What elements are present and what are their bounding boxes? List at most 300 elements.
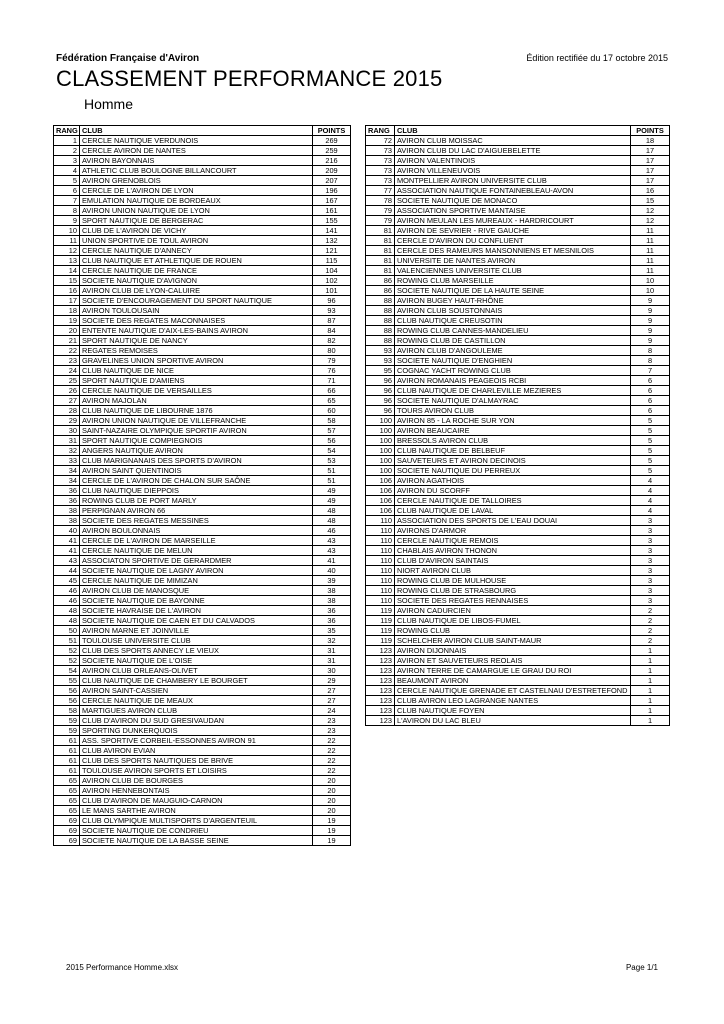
rank-header: RANG xyxy=(366,126,395,136)
club-cell: SPORTING DUNKERQUOIS xyxy=(80,726,313,736)
table-row xyxy=(366,296,670,306)
table-row xyxy=(54,256,351,266)
points-cell: 269 xyxy=(313,136,351,146)
club-cell: ROWING CLUB xyxy=(395,626,631,636)
points-cell: 24 xyxy=(313,706,351,716)
points-cell: 51 xyxy=(313,466,351,476)
table-row xyxy=(366,696,670,706)
club-cell: AVIRON TERRE DE CAMARGUE LE GRAU DU ROI xyxy=(395,666,631,676)
table-row xyxy=(366,466,670,476)
table-row xyxy=(366,486,670,496)
table-row xyxy=(366,646,670,656)
points-cell: 49 xyxy=(313,496,351,506)
rank-cell: 18 xyxy=(54,306,80,316)
points-cell: 80 xyxy=(313,346,351,356)
rank-cell: 86 xyxy=(366,276,395,286)
club-cell: SOCIETE DES REGATES MACONNAISES xyxy=(80,316,313,326)
club-cell: CLUB AVIRON EVIAN xyxy=(80,746,313,756)
club-cell: ENTENTE NAUTIQUE D'AIX-LES-BAINS AVIRON xyxy=(80,326,313,336)
table-row xyxy=(54,786,351,796)
rank-cell: 51 xyxy=(54,636,80,646)
table-row xyxy=(54,336,351,346)
table-row xyxy=(54,556,351,566)
club-cell: AVIRON BAYONNAIS xyxy=(80,156,313,166)
club-cell: ASSOCIATION SPORTIVE MANTAISE xyxy=(395,206,631,216)
rank-cell: 73 xyxy=(366,176,395,186)
club-cell: TOURS AVIRON CLUB xyxy=(395,406,631,416)
club-cell: ROWING CLUB DE CASTILLON xyxy=(395,336,631,346)
table-row xyxy=(366,436,670,446)
table-row xyxy=(366,136,670,146)
points-cell: 12 xyxy=(631,206,670,216)
table-row xyxy=(366,596,670,606)
points-cell: 19 xyxy=(313,816,351,826)
club-cell: CLUB MARIGNANAIS DES SPORTS D'AVIRON xyxy=(80,456,313,466)
club-cell: ANGERS NAUTIQUE AVIRON xyxy=(80,446,313,456)
table-row xyxy=(54,676,351,686)
rank-cell: 5 xyxy=(54,176,80,186)
club-cell: SOCIETE NAUTIQUE DE BAYONNE xyxy=(80,596,313,606)
rank-cell: 106 xyxy=(366,496,395,506)
rank-cell: 96 xyxy=(366,396,395,406)
club-cell: AVIRON VALENTINOIS xyxy=(395,156,631,166)
rank-cell: 93 xyxy=(366,356,395,366)
club-cell: ROWING CLUB DE PORT MARLY xyxy=(80,496,313,506)
points-cell: 36 xyxy=(313,616,351,626)
club-cell: CERCLE NAUTIQUE DE MELUN xyxy=(80,546,313,556)
rank-cell: 27 xyxy=(54,396,80,406)
rank-cell: 9 xyxy=(54,216,80,226)
footer-filename: 2015 Performance Homme.xlsx xyxy=(66,963,179,972)
rank-cell: 88 xyxy=(366,326,395,336)
table-row xyxy=(54,296,351,306)
table-row xyxy=(54,776,351,786)
club-cell: SOCIETE NAUTIQUE DE CONDRIEU xyxy=(80,826,313,836)
rank-cell: 43 xyxy=(54,556,80,566)
table-row xyxy=(54,666,351,676)
club-cell: SOCIETE NAUTIQUE D'AVIGNON xyxy=(80,276,313,286)
table-row xyxy=(366,396,670,406)
points-cell: 3 xyxy=(631,586,670,596)
table-row xyxy=(54,446,351,456)
club-cell: CERCLE DE L'AVIRON DE CHALON SUR SAÔNE xyxy=(80,476,313,486)
rank-cell: 14 xyxy=(54,266,80,276)
rank-cell: 123 xyxy=(366,666,395,676)
rank-cell: 61 xyxy=(54,746,80,756)
points-cell: 22 xyxy=(313,746,351,756)
points-cell: 48 xyxy=(313,506,351,516)
club-cell: AVIRON CLUB D'ANGOULEME xyxy=(395,346,631,356)
rank-cell: 72 xyxy=(366,136,395,146)
table-row xyxy=(366,156,670,166)
club-cell: UNION SPORTIVE DE TOUL AVIRON xyxy=(80,236,313,246)
points-header: POINTS xyxy=(313,126,351,136)
table-row xyxy=(54,636,351,646)
club-cell: AVIRON BEAUCAIRE xyxy=(395,426,631,436)
rank-cell: 56 xyxy=(54,686,80,696)
club-cell: CLUB NAUTIQUE DE LIBOS-FUMEL xyxy=(395,616,631,626)
club-cell: L'AVIRON DU LAC BLEU xyxy=(395,716,631,726)
rank-cell: 100 xyxy=(366,426,395,436)
table-row xyxy=(54,456,351,466)
club-cell: SAUVETEURS ET AVIRON DECINOIS xyxy=(395,456,631,466)
rank-cell: 110 xyxy=(366,526,395,536)
points-cell: 1 xyxy=(631,696,670,706)
points-cell: 17 xyxy=(631,156,670,166)
table-row xyxy=(54,706,351,716)
points-cell: 132 xyxy=(313,236,351,246)
club-header: CLUB xyxy=(80,126,313,136)
rank-cell: 81 xyxy=(366,236,395,246)
table-row xyxy=(54,406,351,416)
points-cell: 1 xyxy=(631,666,670,676)
rank-cell: 95 xyxy=(366,366,395,376)
points-cell: 3 xyxy=(631,536,670,546)
table-row xyxy=(54,696,351,706)
club-cell: AVIRON VILLENEUVOIS xyxy=(395,166,631,176)
rank-cell: 46 xyxy=(54,586,80,596)
rank-cell: 22 xyxy=(54,346,80,356)
rank-cell: 30 xyxy=(54,426,80,436)
table-row xyxy=(54,316,351,326)
table-row xyxy=(54,646,351,656)
table-row xyxy=(54,826,351,836)
table-row xyxy=(54,486,351,496)
rank-cell: 110 xyxy=(366,576,395,586)
points-cell: 5 xyxy=(631,456,670,466)
table-row xyxy=(54,716,351,726)
points-cell: 3 xyxy=(631,526,670,536)
points-cell: 82 xyxy=(313,336,351,346)
points-cell: 56 xyxy=(313,436,351,446)
table-row xyxy=(54,516,351,526)
points-cell: 104 xyxy=(313,266,351,276)
rank-cell: 45 xyxy=(54,576,80,586)
points-cell: 43 xyxy=(313,546,351,556)
club-header: CLUB xyxy=(395,126,631,136)
points-cell: 40 xyxy=(313,566,351,576)
points-cell: 11 xyxy=(631,226,670,236)
table-row xyxy=(366,256,670,266)
rank-cell: 110 xyxy=(366,596,395,606)
club-cell: SOCIETE NAUTIQUE DE L'OISE xyxy=(80,656,313,666)
points-cell: 155 xyxy=(313,216,351,226)
points-cell: 216 xyxy=(313,156,351,166)
points-cell: 5 xyxy=(631,416,670,426)
club-cell: CLUB D'AVIRON SAINTAIS xyxy=(395,556,631,566)
rank-cell: 2 xyxy=(54,146,80,156)
rank-cell: 4 xyxy=(54,166,80,176)
points-cell: 3 xyxy=(631,546,670,556)
points-cell: 3 xyxy=(631,516,670,526)
points-cell: 76 xyxy=(313,366,351,376)
rank-cell: 56 xyxy=(54,696,80,706)
ranking-table-right xyxy=(365,125,670,726)
points-cell: 1 xyxy=(631,686,670,696)
club-cell: CLUB DE L'AVIRON DE VICHY xyxy=(80,226,313,236)
club-cell: SOCIETE DES REGATES RENNAISES xyxy=(395,596,631,606)
club-cell: SOCIETE NAUTIQUE D'ALMAYRAC xyxy=(395,396,631,406)
points-cell: 19 xyxy=(313,836,351,846)
rank-cell: 100 xyxy=(366,436,395,446)
points-cell: 51 xyxy=(313,476,351,486)
points-cell: 1 xyxy=(631,656,670,666)
rank-cell: 96 xyxy=(366,376,395,386)
points-cell: 1 xyxy=(631,706,670,716)
ranking-table-left xyxy=(53,125,351,846)
points-cell: 93 xyxy=(313,306,351,316)
club-cell: CLUB NAUTIQUE DE LAVAL xyxy=(395,506,631,516)
rank-cell: 110 xyxy=(366,586,395,596)
rank-cell: 44 xyxy=(54,566,80,576)
points-cell: 17 xyxy=(631,146,670,156)
points-cell: 4 xyxy=(631,476,670,486)
table-row xyxy=(54,566,351,576)
points-cell: 22 xyxy=(313,756,351,766)
club-cell: CERCLE NAUTIQUE DE MEAUX xyxy=(80,696,313,706)
club-cell: CLUB DES SPORTS ANNECY LE VIEUX xyxy=(80,646,313,656)
rank-cell: 10 xyxy=(54,226,80,236)
club-cell: SCHELCHER AVIRON CLUB SAINT-MAUR xyxy=(395,636,631,646)
points-cell: 9 xyxy=(631,306,670,316)
table-row xyxy=(366,686,670,696)
table-row xyxy=(54,836,351,846)
points-cell: 31 xyxy=(313,656,351,666)
table-row xyxy=(54,426,351,436)
table-row xyxy=(54,286,351,296)
points-cell: 20 xyxy=(313,806,351,816)
rank-cell: 100 xyxy=(366,446,395,456)
club-cell: ROWING CLUB MARSEILLE xyxy=(395,276,631,286)
table-row xyxy=(54,326,351,336)
table-row xyxy=(54,246,351,256)
points-header: POINTS xyxy=(631,126,670,136)
club-cell: CERCLE NAUTIQUE DE TALLOIRES xyxy=(395,496,631,506)
points-cell: 71 xyxy=(313,376,351,386)
table-row xyxy=(54,276,351,286)
table-header-row xyxy=(366,126,670,136)
rank-cell: 88 xyxy=(366,316,395,326)
club-cell: AVIRON CLUB DE BOURGES xyxy=(80,776,313,786)
rank-cell: 78 xyxy=(366,196,395,206)
rank-cell: 65 xyxy=(54,776,80,786)
table-row xyxy=(366,656,670,666)
table-row xyxy=(366,336,670,346)
rank-cell: 73 xyxy=(366,146,395,156)
rank-cell: 110 xyxy=(366,536,395,546)
points-cell: 2 xyxy=(631,626,670,636)
points-cell: 6 xyxy=(631,386,670,396)
club-cell: AVIRON DU SCORFF xyxy=(395,486,631,496)
points-cell: 18 xyxy=(631,136,670,146)
rank-cell: 81 xyxy=(366,256,395,266)
table-row xyxy=(54,656,351,666)
club-cell: CLUB NAUTIQUE ET ATHLETIQUE DE ROUEN xyxy=(80,256,313,266)
rank-cell: 1 xyxy=(54,136,80,146)
table-row xyxy=(54,686,351,696)
rank-cell: 88 xyxy=(366,296,395,306)
table-row xyxy=(366,526,670,536)
points-cell: 41 xyxy=(313,556,351,566)
table-row xyxy=(366,676,670,686)
club-cell: TOULOUSE UNIVERSITE CLUB xyxy=(80,636,313,646)
club-cell: AVIRON AGATHOIS xyxy=(395,476,631,486)
points-cell: 10 xyxy=(631,276,670,286)
table-row xyxy=(54,506,351,516)
rank-cell: 25 xyxy=(54,376,80,386)
club-cell: CLUB DES SPORTS NAUTIQUES DE BRIVE xyxy=(80,756,313,766)
table-row xyxy=(366,586,670,596)
table-row xyxy=(366,386,670,396)
club-cell: AVIRON CADURCIEN xyxy=(395,606,631,616)
rank-cell: 36 xyxy=(54,486,80,496)
club-cell: AVIRON BOULONNAIS xyxy=(80,526,313,536)
table-row xyxy=(54,546,351,556)
club-cell: CLUB NAUTIQUE DE NICE xyxy=(80,366,313,376)
club-cell: CLUB D'AVIRON DU SUD GRESIVAUDAN xyxy=(80,716,313,726)
table-row xyxy=(366,266,670,276)
club-cell: SOCIETE NAUTIQUE DE LAGNY AVIRON xyxy=(80,566,313,576)
table-row xyxy=(54,496,351,506)
points-cell: 11 xyxy=(631,256,670,266)
table-row xyxy=(366,606,670,616)
club-cell: CERCLE DE L'AVIRON DE MARSEILLE xyxy=(80,536,313,546)
page-subtitle: Homme xyxy=(84,96,134,112)
points-cell: 115 xyxy=(313,256,351,266)
club-cell: SOCIETE NAUTIQUE DE LA HAUTE SEINE xyxy=(395,286,631,296)
rank-cell: 77 xyxy=(366,186,395,196)
table-row xyxy=(54,476,351,486)
club-cell: CERCLE NAUTIQUE GRENADE ET CASTELNAU D'ESTRETEFOND xyxy=(395,686,631,696)
club-cell: BEAUMONT AVIRON xyxy=(395,676,631,686)
club-cell: AVIRON CLUB ORLEANS-OLIVET xyxy=(80,666,313,676)
points-cell: 161 xyxy=(313,206,351,216)
table-row xyxy=(54,176,351,186)
club-cell: AVIRON ROMANAIS PEAGEOIS RCBI xyxy=(395,376,631,386)
table-row xyxy=(54,236,351,246)
points-cell: 27 xyxy=(313,686,351,696)
rank-cell: 100 xyxy=(366,416,395,426)
rank-cell: 28 xyxy=(54,406,80,416)
club-cell: AVIRON SAINT-CASSIEN xyxy=(80,686,313,696)
club-cell: SOCIETE D'ENCOURAGEMENT DU SPORT NAUTIQUE xyxy=(80,296,313,306)
club-cell: SPORT NAUTIQUE D'AMIENS xyxy=(80,376,313,386)
club-cell: CERCLE NAUTIQUE D'ANNECY xyxy=(80,246,313,256)
points-cell: 32 xyxy=(313,636,351,646)
points-cell: 5 xyxy=(631,446,670,456)
points-cell: 12 xyxy=(631,216,670,226)
club-cell: TOULOUSE AVIRON SPORTS ET LOISIRS xyxy=(80,766,313,776)
points-cell: 4 xyxy=(631,506,670,516)
rank-cell: 119 xyxy=(366,616,395,626)
club-cell: ASSOCIATION DES SPORTS DE L'EAU DOUAI xyxy=(395,516,631,526)
club-cell: ASS. SPORTIVE CORBEIL-ESSONNES AVIRON 91 xyxy=(80,736,313,746)
points-cell: 3 xyxy=(631,596,670,606)
club-cell: CLUB NAUTIQUE DE BELBEUF xyxy=(395,446,631,456)
table-row xyxy=(366,426,670,436)
table-row xyxy=(54,386,351,396)
rank-cell: 100 xyxy=(366,466,395,476)
table-row xyxy=(54,376,351,386)
points-cell: 35 xyxy=(313,626,351,636)
table-row xyxy=(366,626,670,636)
rank-cell: 46 xyxy=(54,596,80,606)
club-cell: ASSOCIATION NAUTIQUE FONTAINEBLEAU-AVON xyxy=(395,186,631,196)
points-cell: 30 xyxy=(313,666,351,676)
ranking-table-right-body xyxy=(366,136,670,726)
points-cell: 46 xyxy=(313,526,351,536)
rank-cell: 50 xyxy=(54,626,80,636)
points-cell: 3 xyxy=(631,566,670,576)
table-row xyxy=(366,236,670,246)
club-cell: AVIRON CLUB SOUSTONNAIS xyxy=(395,306,631,316)
rank-cell: 26 xyxy=(54,386,80,396)
table-row xyxy=(366,216,670,226)
points-cell: 101 xyxy=(313,286,351,296)
points-cell: 207 xyxy=(313,176,351,186)
club-cell: BRESSOLS AVIRON CLUB xyxy=(395,436,631,446)
table-row xyxy=(54,186,351,196)
rank-cell: 32 xyxy=(54,446,80,456)
rank-cell: 73 xyxy=(366,156,395,166)
rank-cell: 55 xyxy=(54,676,80,686)
club-cell: AVIRON UNION NAUTIQUE DE LYON xyxy=(80,206,313,216)
points-cell: 66 xyxy=(313,386,351,396)
rank-cell: 34 xyxy=(54,466,80,476)
points-cell: 8 xyxy=(631,356,670,366)
rank-cell: 54 xyxy=(54,666,80,676)
points-cell: 3 xyxy=(631,556,670,566)
points-cell: 196 xyxy=(313,186,351,196)
table-row xyxy=(366,326,670,336)
table-row xyxy=(54,436,351,446)
club-cell: CERCLE DES RAMEURS MANSONNIENS ET MESNILOIS xyxy=(395,246,631,256)
table-row xyxy=(366,536,670,546)
points-cell: 2 xyxy=(631,616,670,626)
rank-cell: 123 xyxy=(366,706,395,716)
club-cell: CLUB D'AVIRON DE MAUGUIO-CARNON xyxy=(80,796,313,806)
table-row xyxy=(366,376,670,386)
rank-cell: 61 xyxy=(54,766,80,776)
table-row xyxy=(54,396,351,406)
club-cell: AVIRON UNION NAUTIQUE DE VILLEFRANCHE xyxy=(80,416,313,426)
table-row xyxy=(366,496,670,506)
points-cell: 167 xyxy=(313,196,351,206)
table-row xyxy=(54,806,351,816)
table-row xyxy=(54,466,351,476)
club-cell: EMULATION NAUTIQUE DE BORDEAUX xyxy=(80,196,313,206)
points-cell: 49 xyxy=(313,486,351,496)
points-cell: 2 xyxy=(631,606,670,616)
points-cell: 121 xyxy=(313,246,351,256)
club-cell: CLUB NAUTIQUE DE LIBOURNE 1876 xyxy=(80,406,313,416)
rank-cell: 19 xyxy=(54,316,80,326)
points-cell: 17 xyxy=(631,176,670,186)
points-cell: 5 xyxy=(631,426,670,436)
rank-cell: 48 xyxy=(54,616,80,626)
table-row xyxy=(54,366,351,376)
rank-cell: 59 xyxy=(54,726,80,736)
points-cell: 22 xyxy=(313,736,351,746)
club-cell: CERCLE NAUTIQUE DE FRANCE xyxy=(80,266,313,276)
points-cell: 20 xyxy=(313,776,351,786)
points-cell: 65 xyxy=(313,396,351,406)
rank-cell: 69 xyxy=(54,836,80,846)
rank-cell: 119 xyxy=(366,636,395,646)
points-cell: 22 xyxy=(313,766,351,776)
club-cell: SPORT NAUTIQUE COMPIEGNOIS xyxy=(80,436,313,446)
table-row xyxy=(54,166,351,176)
